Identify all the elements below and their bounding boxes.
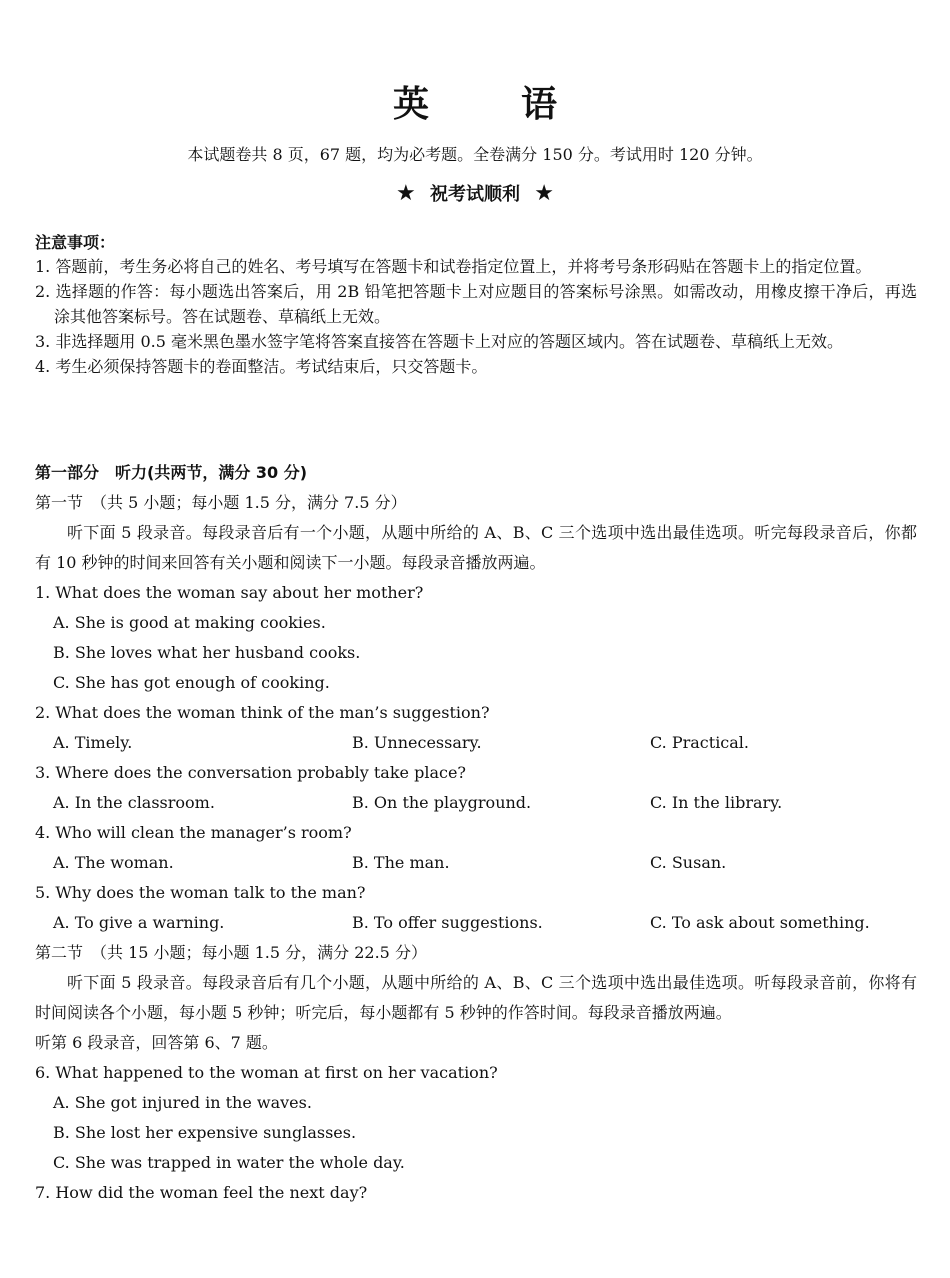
good-luck-text: 祝考试顺利 bbox=[430, 184, 520, 205]
answer-option: B. She loves what her husband cooks. bbox=[53, 643, 361, 662]
star-icon: ★ bbox=[534, 181, 555, 206]
question-stem: 1. What does the woman say about her mother? bbox=[35, 583, 424, 602]
section2-heading: 第二节 （共 15 小题；每小题 1.5 分，满分 22.5 分） bbox=[35, 943, 427, 962]
good-luck-banner bbox=[0, 182, 950, 207]
star-icon: ★ bbox=[395, 181, 416, 206]
notice-item: 2. 选择题的作答：每小题选出答案后，用 2B 铅笔把答题卡上对应题目的答案标号涂黑。如需改动，用橡皮擦干净后，再选涂其他答案标号。答在试题卷、草稿纸上无效。 bbox=[35, 282, 917, 326]
answer-options-row bbox=[35, 848, 917, 878]
answer-option: C. Practical. bbox=[650, 733, 750, 752]
section1-instructions: 听下面 5 段录音。每段录音后有一个小题，从题中所给的 A、B、C 三个选项中选出最佳选项。听完每段录音后，你都有 10 秒钟的时间来回答有关小题和阅读下一小题。每段录音播放两遍。 bbox=[35, 523, 917, 572]
notice-item: 1. 答题前，考生务必将自己的姓名、考号填写在答题卡和试卷指定位置上，并将考号条形码贴在答题卡上的指定位置。 bbox=[35, 257, 872, 276]
answer-option: B. To offer suggestions. bbox=[352, 913, 543, 932]
part1-listening bbox=[35, 458, 917, 1208]
notice-item: 3. 非选择题用 0.5 毫米黑色墨水签字笔将答案直接答在答题卡上对应的答题区域内。答在试题卷、草稿纸上无效。 bbox=[35, 332, 843, 351]
title-char-2: 语 bbox=[521, 84, 558, 125]
exam-subtitle: 本试题卷共 8 页，67 题，均为必考题。全卷满分 150 分。考试用时 120 分钟。 bbox=[187, 145, 763, 164]
answer-option: B. Unnecessary. bbox=[352, 733, 482, 752]
exam-title bbox=[0, 82, 950, 128]
answer-option: A. She is good at making cookies. bbox=[53, 613, 326, 632]
part1-heading: 第一部分 听力(共两节，满分 30 分) bbox=[35, 463, 308, 482]
question-stem: 4. Who will clean the manager’s room? bbox=[35, 823, 352, 842]
answer-option: A. The woman. bbox=[53, 853, 174, 872]
question-stem: 2. What does the woman think of the man’s suggestion? bbox=[35, 703, 490, 722]
answer-option: B. On the playground. bbox=[352, 793, 532, 812]
answer-option: A. To give a warning. bbox=[53, 913, 225, 932]
recording-instruction: 听第 6 段录音，回答第 6、7 题。 bbox=[35, 1033, 278, 1052]
answer-options-row bbox=[35, 728, 917, 758]
notice-title: 注意事项： bbox=[35, 233, 116, 252]
answer-option: C. She was trapped in water the whole day. bbox=[53, 1153, 405, 1172]
answer-option: A. In the classroom. bbox=[53, 793, 215, 812]
answer-options-row bbox=[35, 908, 917, 938]
section1-heading: 第一节 （共 5 小题；每小题 1.5 分，满分 7.5 分） bbox=[35, 493, 407, 512]
title-char-1: 英 bbox=[392, 84, 429, 125]
question-stem: 7. How did the woman feel the next day? bbox=[35, 1183, 368, 1202]
answer-option: C. In the library. bbox=[650, 793, 783, 812]
answer-option: A. Timely. bbox=[53, 733, 133, 752]
notice-section bbox=[35, 232, 917, 379]
question-stem: 6. What happened to the woman at first on her vacation? bbox=[35, 1063, 498, 1082]
question-stem: 3. Where does the conversation probably take place? bbox=[35, 763, 466, 782]
notice-item: 4. 考生必须保持答题卡的卷面整洁。考试结束后，只交答题卡。 bbox=[35, 357, 488, 376]
answer-option: B. The man. bbox=[352, 853, 450, 872]
answer-option: B. She lost her expensive sunglasses. bbox=[53, 1123, 357, 1142]
answer-option: C. She has got enough of cooking. bbox=[53, 673, 330, 692]
answer-option: C. To ask about something. bbox=[650, 913, 870, 932]
answer-options-row bbox=[35, 788, 917, 818]
section2-instructions: 听下面 5 段录音。每段录音后有几个小题，从题中所给的 A、B、C 三个选项中选出最佳选项。听每段录音前，你将有时间阅读各个小题，每小题 5 秒钟；听完后，每小题都有 5 秒钟的作答时间。每段录音播放两遍。 bbox=[35, 973, 917, 1022]
question-stem: 5. Why does the woman talk to the man? bbox=[35, 883, 366, 902]
answer-option: C. Susan. bbox=[650, 853, 727, 872]
answer-option: A. She got injured in the waves. bbox=[53, 1093, 312, 1112]
